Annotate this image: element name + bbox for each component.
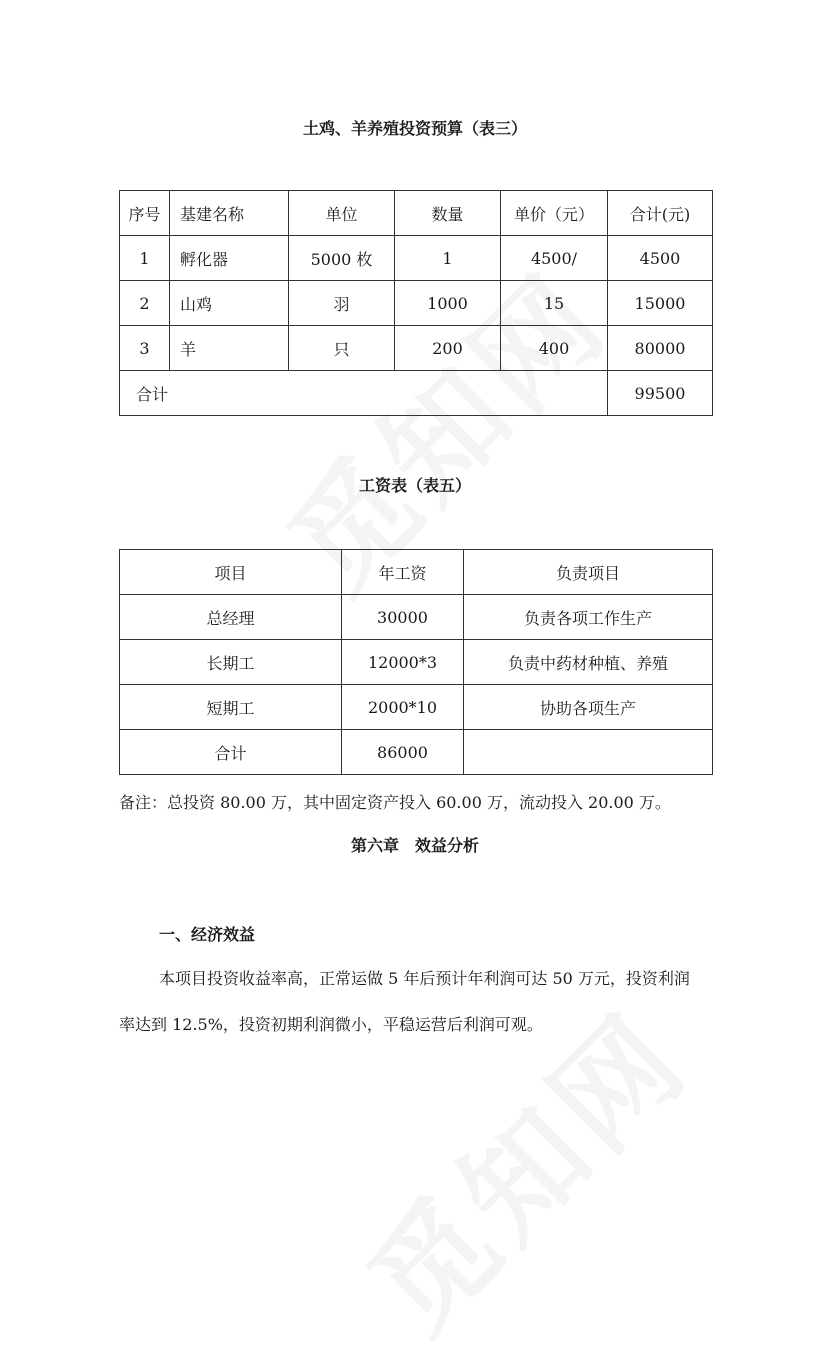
table-cell: 2 [120, 281, 170, 326]
table-cell: 只 [289, 326, 395, 371]
budget-note: 备注：总投资 80.00 万，其中固定资产投入 60.00 万，流动投入 20.00 万。 [119, 793, 671, 812]
table-cell: 协助各项生产 [464, 685, 713, 730]
table-cell [464, 730, 713, 775]
salary-table [119, 549, 713, 775]
table-header-row [120, 191, 713, 236]
table-cell: 4500 [608, 236, 713, 281]
table-row [120, 236, 713, 281]
table-total-row [120, 730, 713, 775]
header-cell: 数量 [395, 191, 501, 236]
header-cell: 年工资 [342, 550, 464, 595]
body-paragraph-line: 率达到 12.5%，投资初期利润微小，平稳运营后利润可观。 [119, 1015, 543, 1034]
table-cell: 15 [501, 281, 608, 326]
table-cell: 1000 [395, 281, 501, 326]
table-cell: 2000*10 [342, 685, 464, 730]
header-cell: 单位 [289, 191, 395, 236]
table-row [120, 595, 713, 640]
table-cell: 短期工 [120, 685, 342, 730]
table-cell: 负责各项工作生产 [464, 595, 713, 640]
header-cell: 项目 [120, 550, 342, 595]
chapter-heading: 第六章 效益分析 [350, 836, 479, 855]
table-row [120, 281, 713, 326]
table-cell: 400 [501, 326, 608, 371]
table-cell: 86000 [342, 730, 464, 775]
table-cell: 负责中药材种植、养殖 [464, 640, 713, 685]
table-total-row [120, 371, 713, 416]
table-cell: 30000 [342, 595, 464, 640]
table5-title: 工资表（表五） [358, 476, 471, 495]
table-row [120, 326, 713, 371]
table-row [120, 685, 713, 730]
investment-budget-table [119, 190, 713, 416]
header-cell: 单价（元） [501, 191, 608, 236]
total-label: 合计 [120, 371, 608, 416]
table-cell: 羊 [170, 326, 289, 371]
table-cell: 孵化器 [170, 236, 289, 281]
table-cell: 5000 枚 [289, 236, 395, 281]
table-cell: 12000*3 [342, 640, 464, 685]
table-header-row [120, 550, 713, 595]
table-cell: 1 [395, 236, 501, 281]
table-cell: 长期工 [120, 640, 342, 685]
table-cell: 4500/ [501, 236, 608, 281]
table-cell: 总经理 [120, 595, 342, 640]
header-cell: 负责项目 [464, 550, 713, 595]
header-cell: 基建名称 [170, 191, 289, 236]
table-cell: 15000 [608, 281, 713, 326]
total-value: 99500 [608, 371, 713, 416]
table-cell: 羽 [289, 281, 395, 326]
table-cell: 合计 [120, 730, 342, 775]
table-cell: 80000 [608, 326, 713, 371]
header-cell: 序号 [120, 191, 170, 236]
table-cell: 3 [120, 326, 170, 371]
section-heading: 一、经济效益 [159, 925, 256, 944]
table-cell: 山鸡 [170, 281, 289, 326]
table-row [120, 640, 713, 685]
header-cell: 合计(元) [608, 191, 713, 236]
table3-title: 土鸡、羊养殖投资预算（表三） [302, 119, 527, 138]
table-cell: 1 [120, 236, 170, 281]
table-cell: 200 [395, 326, 501, 371]
body-paragraph-line: 本项目投资收益率高，正常运做 5 年后预计年利润可达 50 万元，投资利润 [159, 969, 690, 988]
